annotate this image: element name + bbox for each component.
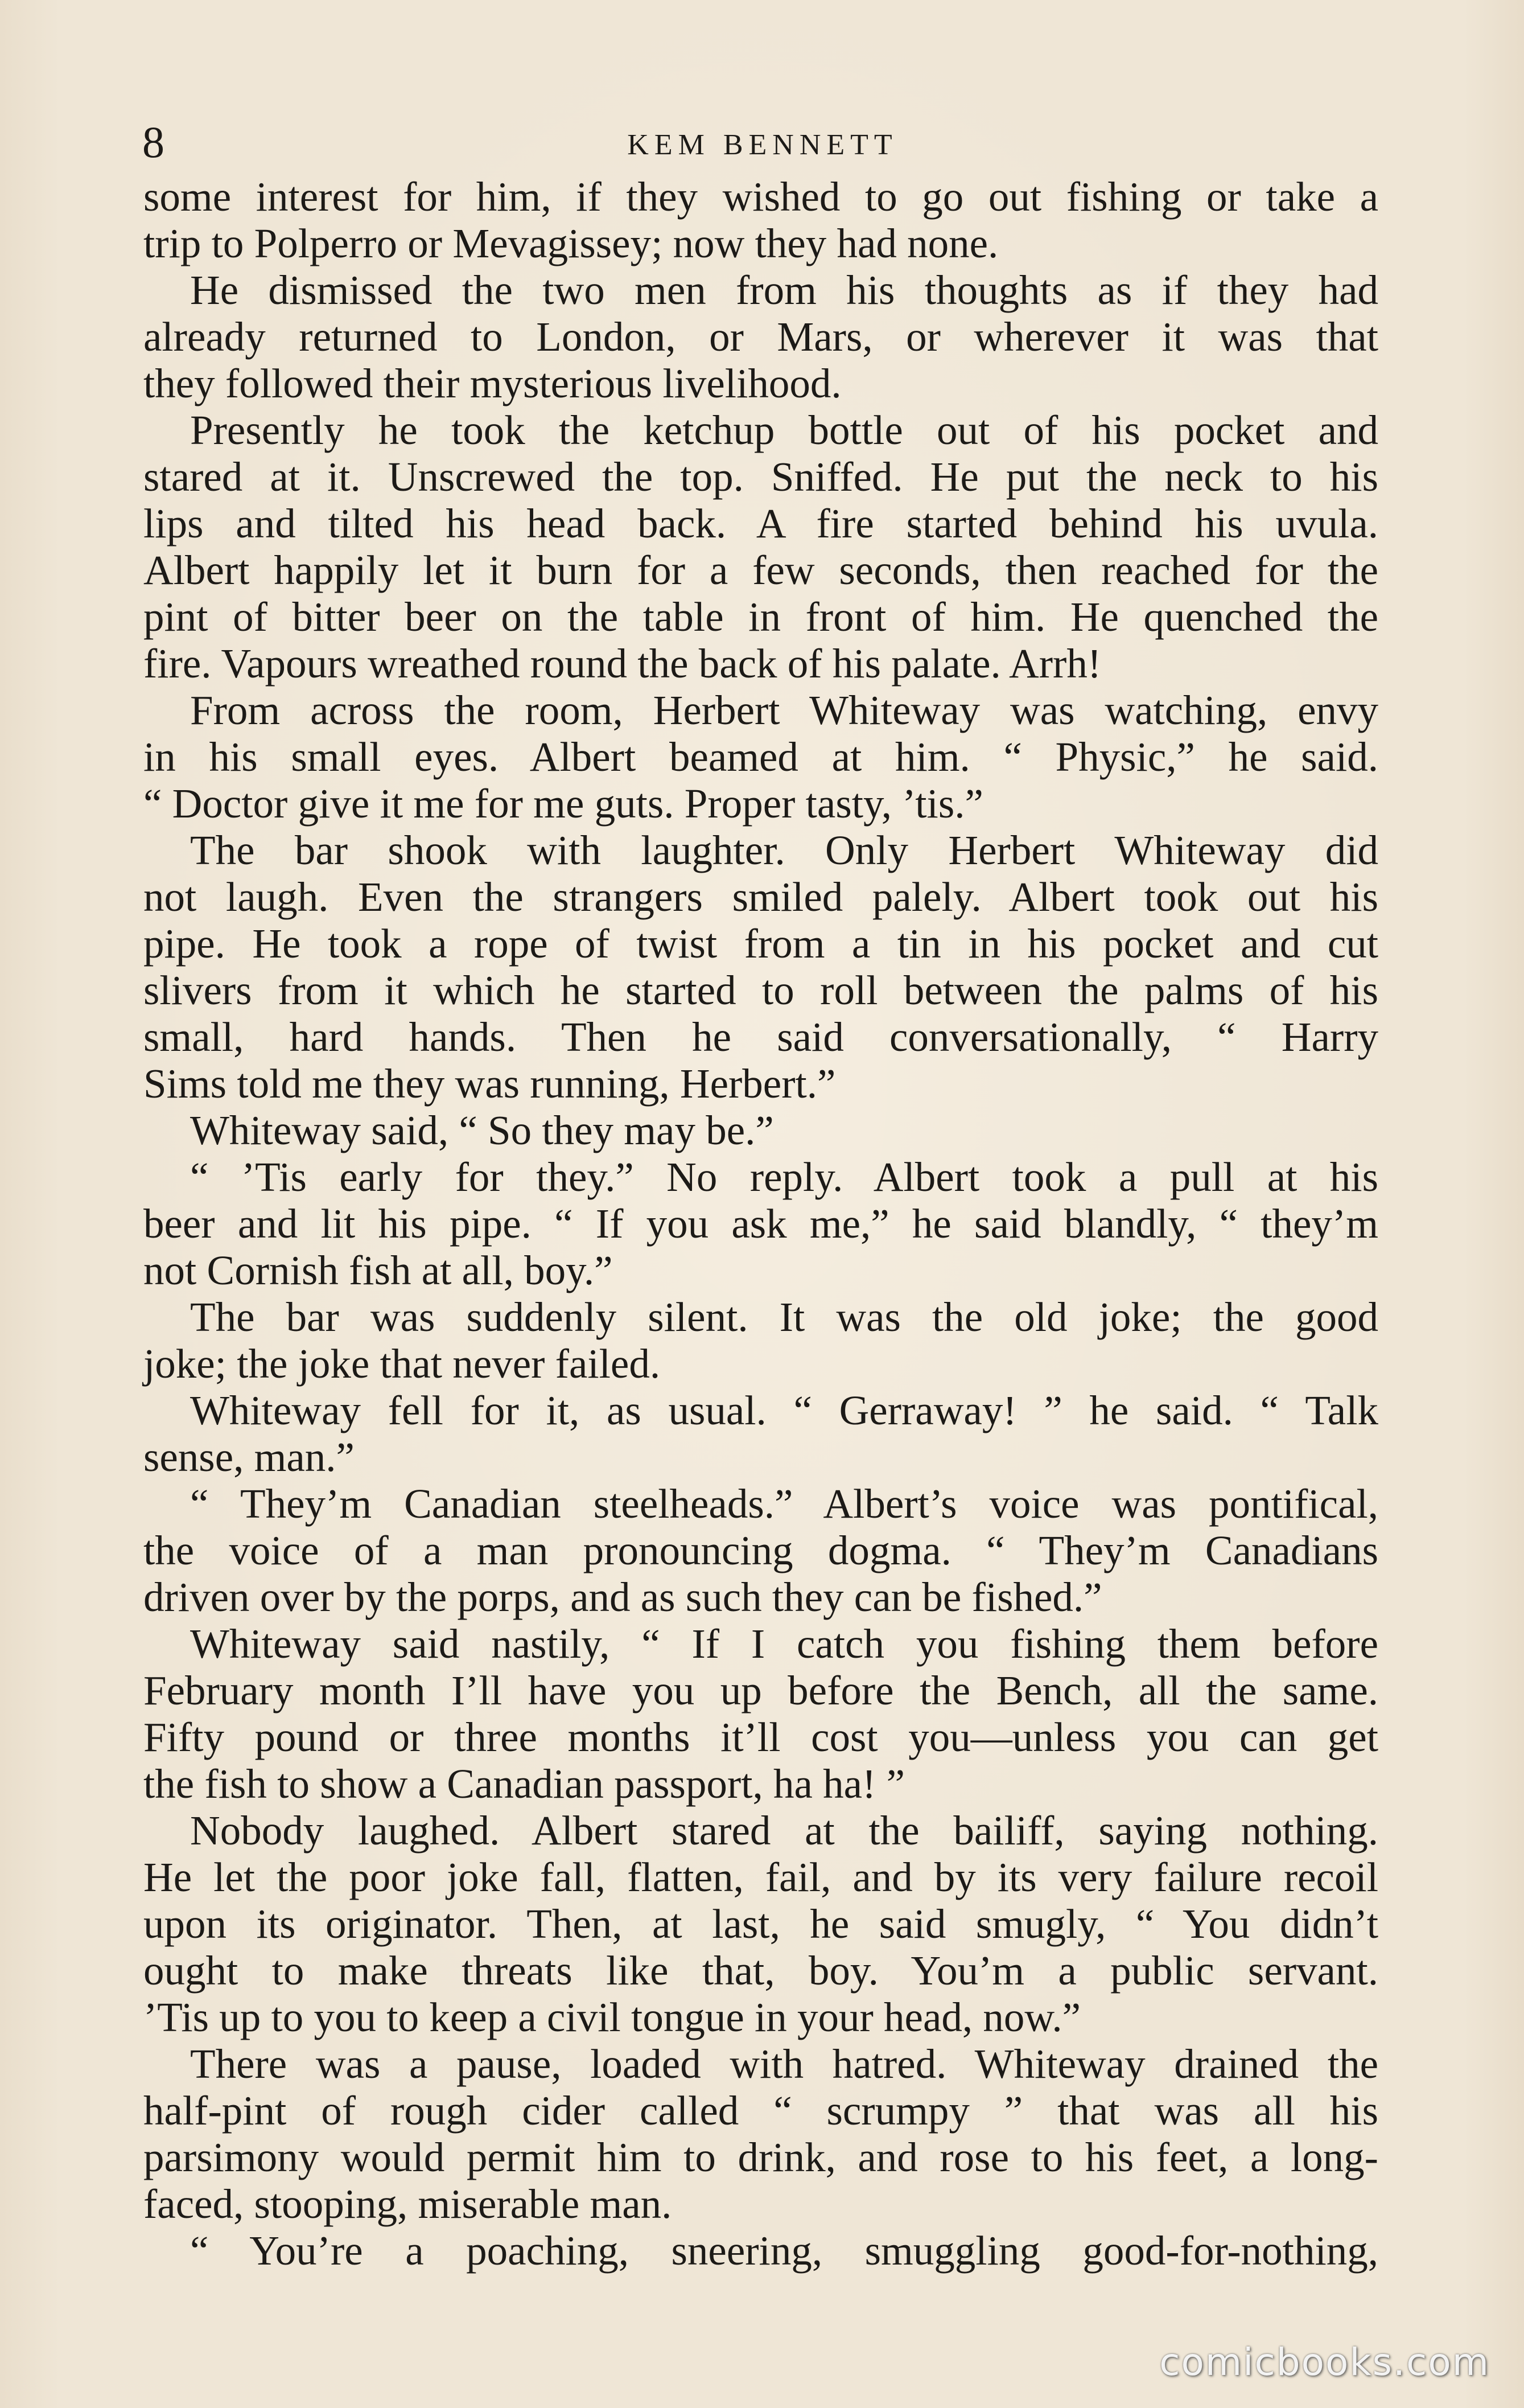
text-line: Fifty pound or three months it’ll cost you—unless you can get bbox=[143, 1714, 1378, 1760]
text-line: the fish to show a Canadian passport, ha ha! ” bbox=[143, 1761, 905, 1807]
text-line: ’Tis up to you to keep a civil tongue in your head, now.” bbox=[143, 1994, 1081, 2040]
text-line: Sims told me they was running, Herbert.” bbox=[143, 1061, 836, 1107]
text-line: parsimony would permit him to drink, and rose to his feet, a long- bbox=[143, 2134, 1378, 2180]
body-text bbox=[143, 174, 1378, 2274]
text-line: He dismissed the two men from his thoughts as if they had bbox=[190, 267, 1378, 313]
text-line: not Cornish fish at all, boy.” bbox=[143, 1247, 613, 1293]
text-line: Whiteway fell for it, as usual. “ Gerraway! ” he said. “ Talk bbox=[190, 1387, 1378, 1433]
text-line: not laugh. Even the strangers smiled palely. Albert took out his bbox=[143, 874, 1378, 920]
text-line: Whiteway said, “ So they may be.” bbox=[190, 1107, 774, 1153]
running-head bbox=[142, 117, 1383, 179]
text-line: driven over by the porps, and as such they can be fished.” bbox=[143, 1574, 1102, 1620]
text-line: beer and lit his pipe. “ If you ask me,” he said blandly, “ they’m bbox=[143, 1201, 1378, 1247]
text-line: joke; the joke that never failed. bbox=[143, 1341, 661, 1387]
page-number: 8 bbox=[142, 117, 164, 167]
text-line: Presently he took the ketchup bottle out of his pocket and bbox=[190, 407, 1378, 453]
text-line: “ ’Tis early for they.” No reply. Albert took a pull at his bbox=[190, 1154, 1378, 1200]
running-title: KEM BENNETT bbox=[627, 129, 898, 161]
text-line: slivers from it which he started to roll between the palms of his bbox=[143, 967, 1378, 1013]
text-line: faced, stooping, miserable man. bbox=[143, 2181, 672, 2227]
text-line: From across the room, Herbert Whiteway was watching, envy bbox=[190, 687, 1378, 733]
text-line: Albert happily let it burn for a few seconds, then reached for the bbox=[143, 547, 1378, 593]
text-line: small, hard hands. Then he said conversationally, “ Harry bbox=[143, 1014, 1378, 1060]
watermark: comicbooks.com bbox=[1159, 2340, 1490, 2384]
text-line: in his small eyes. Albert beamed at him. “ Physic,” he said. bbox=[143, 734, 1378, 780]
text-line: The bar was suddenly silent. It was the old joke; the good bbox=[190, 1294, 1378, 1340]
text-line: the voice of a man pronouncing dogma. “ They’m Canadians bbox=[143, 1527, 1378, 1573]
text-line: “ Doctor give it me for me guts. Proper tasty, ’tis.” bbox=[143, 780, 983, 827]
text-line: some interest for him, if they wished to go out fishing or take a bbox=[143, 174, 1378, 220]
text-line: There was a pause, loaded with hatred. Whiteway drained the bbox=[190, 2041, 1378, 2087]
text-line: sense, man.” bbox=[143, 1434, 355, 1480]
text-line: already returned to London, or Mars, or wherever it was that bbox=[143, 314, 1378, 360]
text-line: Nobody laughed. Albert stared at the bailiff, saying nothing. bbox=[190, 1807, 1378, 1854]
text-line: February month I’ll have you up before the Bench, all the same. bbox=[143, 1667, 1378, 1713]
text-line: lips and tilted his head back. A fire started behind his uvula. bbox=[143, 500, 1378, 546]
text-line: “ They’m Canadian steelheads.” Albert’s voice was pontifical, bbox=[190, 1481, 1378, 1527]
text-line: The bar shook with laughter. Only Herbert Whiteway did bbox=[190, 827, 1378, 873]
text-line: pipe. He took a rope of twist from a tin in his pocket and cut bbox=[143, 921, 1378, 967]
text-line: pint of bitter beer on the table in front of him. He quenched the bbox=[143, 594, 1378, 640]
text-line: ought to make threats like that, boy. You’m a public servant. bbox=[143, 1947, 1378, 1994]
text-line: trip to Polperro or Mevagissey; now they had none. bbox=[143, 220, 999, 266]
text-line: they followed their mysterious livelihood. bbox=[143, 360, 842, 406]
text-line: stared at it. Unscrewed the top. Sniffed. He put the neck to his bbox=[143, 454, 1378, 500]
text-line: fire. Vapours wreathed round the back of his palate. Arrh! bbox=[143, 640, 1102, 687]
text-line: “ You’re a poaching, sneering, smuggling good-for-nothing, bbox=[190, 2228, 1378, 2274]
text-line: Whiteway said nastily, “ If I catch you fishing them before bbox=[190, 1621, 1378, 1667]
text-line: He let the poor joke fall, flatten, fail, and by its very failure recoil bbox=[143, 1854, 1378, 1900]
text-line: half-pint of rough cider called “ scrumpy ” that was all his bbox=[143, 2088, 1378, 2134]
text-line: upon its originator. Then, at last, he said smugly, “ You didn’t bbox=[143, 1901, 1378, 1947]
